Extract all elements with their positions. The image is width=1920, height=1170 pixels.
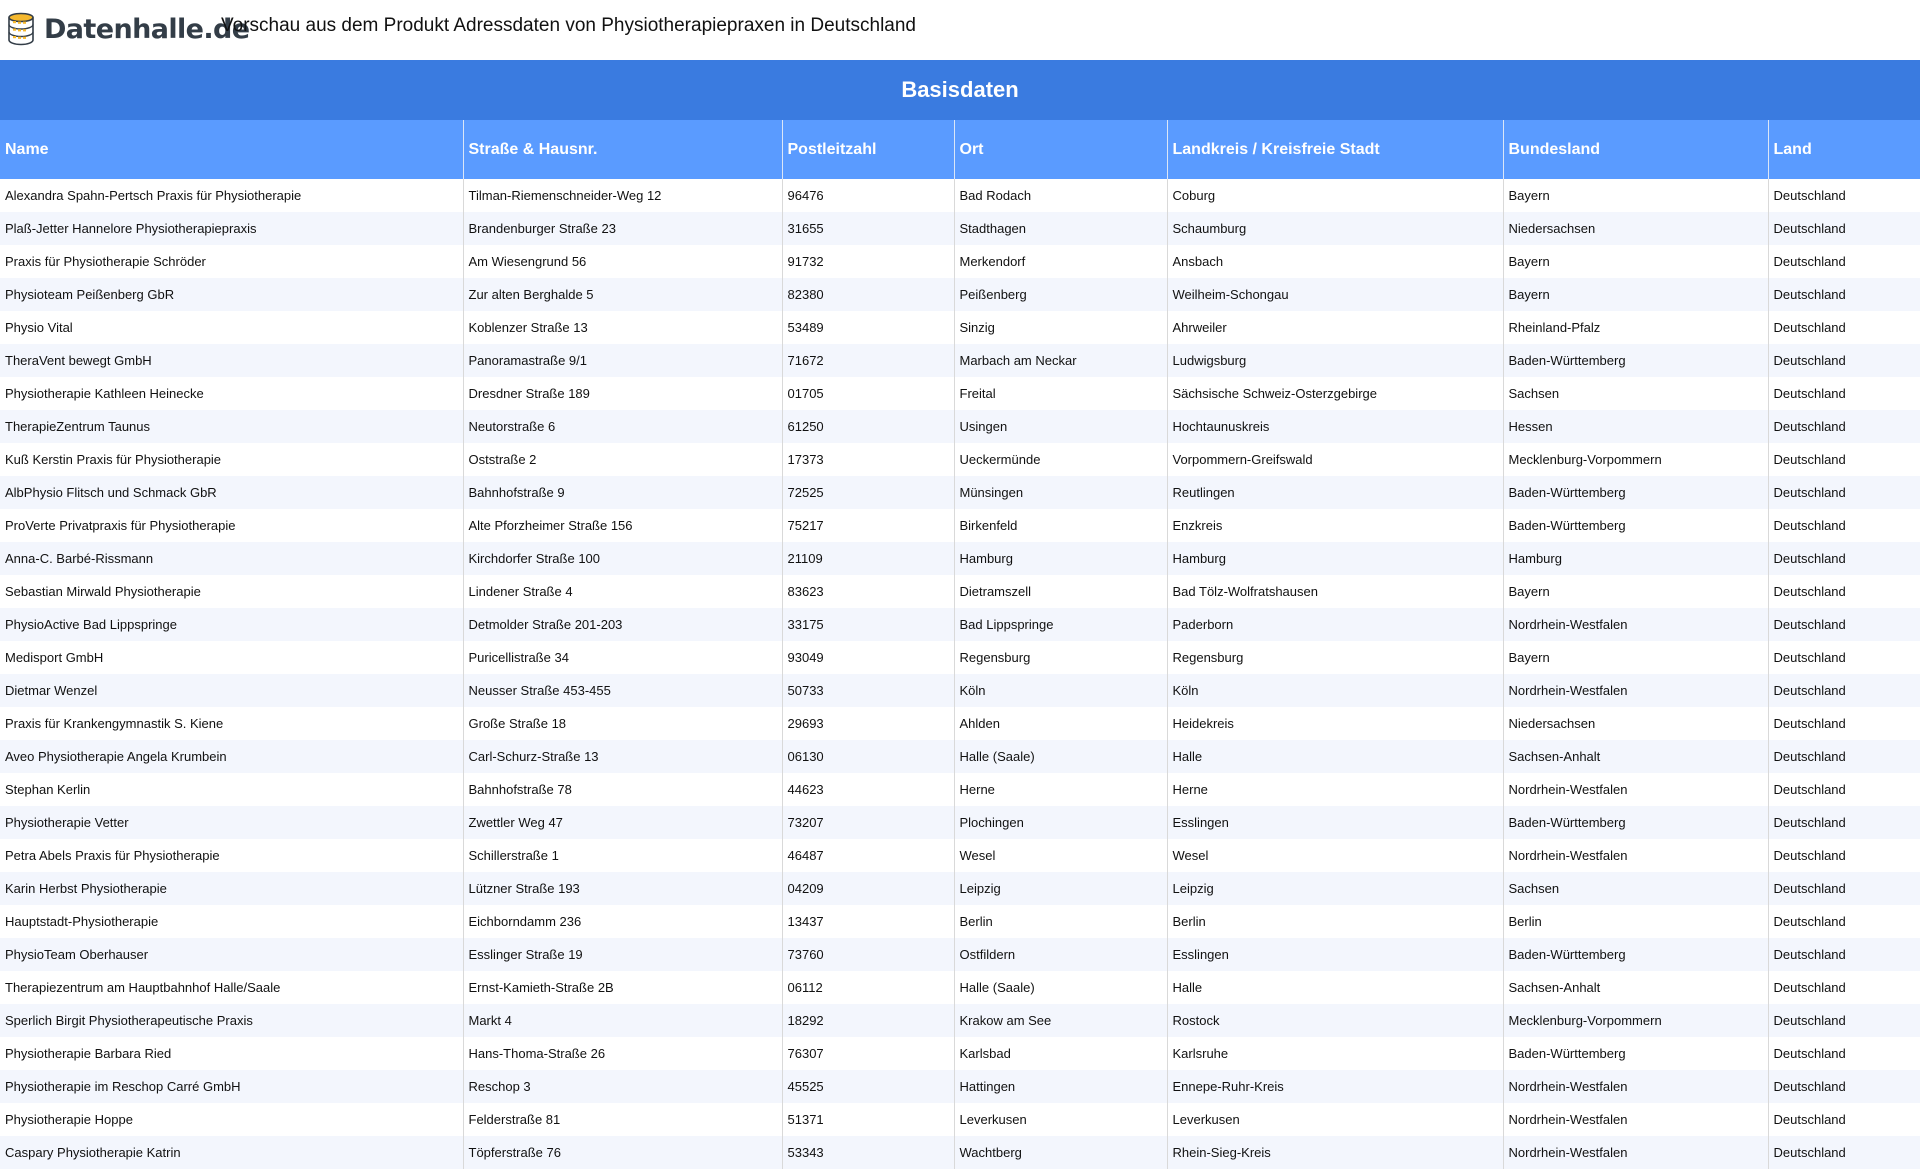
cell-country: Deutschland [1768,410,1920,443]
cell-state: Hessen [1503,410,1768,443]
column-header-country[interactable]: Land [1768,120,1920,179]
cell-state: Baden-Württemberg [1503,344,1768,377]
cell-postal-code: 33175 [782,608,954,641]
cell-state: Mecklenburg-Vorpommern [1503,443,1768,476]
cell-country: Deutschland [1768,377,1920,410]
cell-postal-code: 83623 [782,575,954,608]
cell-city: Leipzig [954,872,1167,905]
cell-name: AlbPhysio Flitsch und Schmack GbR [0,476,463,509]
cell-country: Deutschland [1768,872,1920,905]
cell-city: Ueckermünde [954,443,1167,476]
table-row [0,410,1920,443]
cell-district: Reutlingen [1167,476,1503,509]
cell-postal-code: 53343 [782,1136,954,1169]
cell-district: Vorpommern-Greifswald [1167,443,1503,476]
cell-street: Esslinger Straße 19 [463,938,782,971]
page-title: Vorschau aus dem Produkt Adressdaten von Physiotherapiepraxen in Deutschland [221,15,916,36]
cell-name: Medisport GmbH [0,641,463,674]
cell-street: Bahnhofstraße 78 [463,773,782,806]
cell-street: Große Straße 18 [463,707,782,740]
cell-state: Sachsen [1503,377,1768,410]
database-icon [4,11,40,47]
cell-street: Markt 4 [463,1004,782,1037]
cell-name: Alexandra Spahn-Pertsch Praxis für Physiotherapie [0,179,463,212]
cell-city: Leverkusen [954,1103,1167,1136]
table-row [0,1070,1920,1103]
cell-street: Oststraße 2 [463,443,782,476]
cell-state: Nordrhein-Westfalen [1503,1136,1768,1169]
cell-postal-code: 06130 [782,740,954,773]
cell-postal-code: 73760 [782,938,954,971]
cell-postal-code: 93049 [782,641,954,674]
cell-state: Niedersachsen [1503,212,1768,245]
cell-name: Physiotherapie Hoppe [0,1103,463,1136]
cell-state: Bayern [1503,641,1768,674]
cell-postal-code: 51371 [782,1103,954,1136]
cell-state: Bayern [1503,278,1768,311]
cell-city: Dietramszell [954,575,1167,608]
column-header-name[interactable]: Name [0,120,463,179]
table-row [0,971,1920,1004]
cell-country: Deutschland [1768,245,1920,278]
cell-country: Deutschland [1768,740,1920,773]
cell-country: Deutschland [1768,1103,1920,1136]
cell-state: Nordrhein-Westfalen [1503,1103,1768,1136]
cell-city: Hattingen [954,1070,1167,1103]
cell-state: Nordrhein-Westfalen [1503,773,1768,806]
cell-district: Schaumburg [1167,212,1503,245]
column-header-district[interactable]: Landkreis / Kreisfreie Stadt [1167,120,1503,179]
cell-country: Deutschland [1768,839,1920,872]
table-row [0,938,1920,971]
cell-state: Baden-Württemberg [1503,806,1768,839]
cell-postal-code: 73207 [782,806,954,839]
cell-district: Weilheim-Schongau [1167,278,1503,311]
table-row [0,344,1920,377]
cell-name: Kuß Kerstin Praxis für Physiotherapie [0,443,463,476]
cell-name: Karin Herbst Physiotherapie [0,872,463,905]
logo-text: Datenhalle.de [44,13,250,45]
cell-country: Deutschland [1768,278,1920,311]
cell-postal-code: 04209 [782,872,954,905]
cell-district: Rhein-Sieg-Kreis [1167,1136,1503,1169]
cell-street: Am Wiesengrund 56 [463,245,782,278]
cell-postal-code: 76307 [782,1037,954,1070]
cell-city: Freital [954,377,1167,410]
table-row [0,806,1920,839]
cell-name: Hauptstadt-Physiotherapie [0,905,463,938]
cell-city: Hamburg [954,542,1167,575]
cell-district: Sächsische Schweiz-Osterzgebirge [1167,377,1503,410]
cell-district: Ansbach [1167,245,1503,278]
cell-street: Zwettler Weg 47 [463,806,782,839]
cell-postal-code: 72525 [782,476,954,509]
cell-name: Aveo Physiotherapie Angela Krumbein [0,740,463,773]
cell-country: Deutschland [1768,344,1920,377]
cell-name: Dietmar Wenzel [0,674,463,707]
cell-city: Münsingen [954,476,1167,509]
cell-street: Carl-Schurz-Straße 13 [463,740,782,773]
table-row [0,1004,1920,1037]
cell-city: Wesel [954,839,1167,872]
cell-name: Anna-C. Barbé-Rissmann [0,542,463,575]
cell-district: Ahrweiler [1167,311,1503,344]
table-row [0,179,1920,212]
cell-street: Dresdner Straße 189 [463,377,782,410]
cell-country: Deutschland [1768,509,1920,542]
cell-name: Caspary Physiotherapie Katrin [0,1136,463,1169]
cell-country: Deutschland [1768,674,1920,707]
cell-name: PhysioTeam Oberhauser [0,938,463,971]
cell-state: Nordrhein-Westfalen [1503,674,1768,707]
cell-postal-code: 29693 [782,707,954,740]
cell-city: Halle (Saale) [954,971,1167,1004]
cell-district: Enzkreis [1167,509,1503,542]
cell-street: Lindener Straße 4 [463,575,782,608]
cell-postal-code: 31655 [782,212,954,245]
cell-name: Physiotherapie Vetter [0,806,463,839]
cell-city: Ahlden [954,707,1167,740]
cell-district: Regensburg [1167,641,1503,674]
cell-country: Deutschland [1768,707,1920,740]
cell-city: Plochingen [954,806,1167,839]
cell-street: Neutorstraße 6 [463,410,782,443]
cell-district: Leipzig [1167,872,1503,905]
cell-name: TheraVent bewegt GmbH [0,344,463,377]
table-row [0,872,1920,905]
cell-country: Deutschland [1768,641,1920,674]
column-header-row [0,120,1920,179]
table-row [0,905,1920,938]
cell-street: Ernst-Kamieth-Straße 2B [463,971,782,1004]
cell-country: Deutschland [1768,938,1920,971]
data-table [0,60,1920,1169]
table-row [0,641,1920,674]
cell-district: Coburg [1167,179,1503,212]
column-header-street[interactable]: Straße & Hausnr. [463,120,782,179]
cell-country: Deutschland [1768,1070,1920,1103]
cell-district: Herne [1167,773,1503,806]
cell-district: Bad Tölz-Wolfratshausen [1167,575,1503,608]
cell-postal-code: 61250 [782,410,954,443]
cell-name: Physiotherapie Barbara Ried [0,1037,463,1070]
table-row [0,1037,1920,1070]
cell-city: Usingen [954,410,1167,443]
cell-postal-code: 50733 [782,674,954,707]
table-row [0,674,1920,707]
table-row [0,608,1920,641]
cell-state: Baden-Württemberg [1503,476,1768,509]
cell-country: Deutschland [1768,476,1920,509]
cell-city: Herne [954,773,1167,806]
table-row [0,245,1920,278]
cell-state: Niedersachsen [1503,707,1768,740]
cell-district: Heidekreis [1167,707,1503,740]
cell-city: Regensburg [954,641,1167,674]
cell-street: Zur alten Berghalde 5 [463,278,782,311]
cell-street: Schillerstraße 1 [463,839,782,872]
cell-country: Deutschland [1768,443,1920,476]
table-container [0,60,1920,1169]
cell-city: Ostfildern [954,938,1167,971]
cell-state: Sachsen-Anhalt [1503,971,1768,1004]
cell-street: Reschop 3 [463,1070,782,1103]
cell-state: Baden-Württemberg [1503,938,1768,971]
cell-name: Praxis für Krankengymnastik S. Kiene [0,707,463,740]
table-row [0,1136,1920,1169]
cell-country: Deutschland [1768,1037,1920,1070]
cell-country: Deutschland [1768,608,1920,641]
cell-city: Merkendorf [954,245,1167,278]
cell-postal-code: 91732 [782,245,954,278]
cell-postal-code: 53489 [782,311,954,344]
cell-street: Töpferstraße 76 [463,1136,782,1169]
cell-postal-code: 21109 [782,542,954,575]
cell-city: Bad Lippspringe [954,608,1167,641]
table-row [0,1103,1920,1136]
cell-name: Physioteam Peißenberg GbR [0,278,463,311]
cell-street: Kirchdorfer Straße 100 [463,542,782,575]
cell-country: Deutschland [1768,212,1920,245]
cell-district: Leverkusen [1167,1103,1503,1136]
cell-district: Köln [1167,674,1503,707]
table-row [0,773,1920,806]
table-row [0,311,1920,344]
cell-country: Deutschland [1768,179,1920,212]
cell-street: Alte Pforzheimer Straße 156 [463,509,782,542]
cell-country: Deutschland [1768,971,1920,1004]
cell-street: Puricellistraße 34 [463,641,782,674]
cell-state: Nordrhein-Westfalen [1503,608,1768,641]
cell-district: Halle [1167,971,1503,1004]
cell-postal-code: 45525 [782,1070,954,1103]
cell-state: Baden-Württemberg [1503,509,1768,542]
column-header-city[interactable]: Ort [954,120,1167,179]
table-body [0,179,1920,1169]
cell-street: Lützner Straße 193 [463,872,782,905]
cell-state: Baden-Württemberg [1503,1037,1768,1070]
column-header-postal-code[interactable]: Postleitzahl [782,120,954,179]
cell-city: Krakow am See [954,1004,1167,1037]
cell-city: Köln [954,674,1167,707]
cell-street: Neusser Straße 453-455 [463,674,782,707]
cell-state: Bayern [1503,575,1768,608]
cell-country: Deutschland [1768,1136,1920,1169]
cell-name: Petra Abels Praxis für Physiotherapie [0,839,463,872]
cell-name: Praxis für Physiotherapie Schröder [0,245,463,278]
cell-district: Hochtaunuskreis [1167,410,1503,443]
cell-country: Deutschland [1768,1004,1920,1037]
table-row [0,377,1920,410]
cell-country: Deutschland [1768,806,1920,839]
cell-district: Rostock [1167,1004,1503,1037]
table-row [0,443,1920,476]
cell-state: Nordrhein-Westfalen [1503,839,1768,872]
table-row [0,740,1920,773]
cell-street: Hans-Thoma-Straße 26 [463,1037,782,1070]
cell-state: Berlin [1503,905,1768,938]
cell-country: Deutschland [1768,542,1920,575]
cell-district: Wesel [1167,839,1503,872]
cell-postal-code: 13437 [782,905,954,938]
cell-district: Hamburg [1167,542,1503,575]
cell-country: Deutschland [1768,575,1920,608]
cell-name: Stephan Kerlin [0,773,463,806]
cell-state: Bayern [1503,245,1768,278]
cell-city: Sinzig [954,311,1167,344]
cell-city: Birkenfeld [954,509,1167,542]
cell-street: Tilman-Riemenschneider-Weg 12 [463,179,782,212]
cell-district: Karlsruhe [1167,1037,1503,1070]
cell-name: PhysioActive Bad Lippspringe [0,608,463,641]
cell-name: Sebastian Mirwald Physiotherapie [0,575,463,608]
cell-country: Deutschland [1768,773,1920,806]
table-row [0,509,1920,542]
cell-state: Mecklenburg-Vorpommern [1503,1004,1768,1037]
cell-state: Sachsen [1503,872,1768,905]
cell-name: TherapieZentrum Taunus [0,410,463,443]
cell-street: Brandenburger Straße 23 [463,212,782,245]
table-row [0,278,1920,311]
table-row [0,212,1920,245]
cell-postal-code: 96476 [782,179,954,212]
cell-state: Sachsen-Anhalt [1503,740,1768,773]
table-row [0,476,1920,509]
cell-city: Bad Rodach [954,179,1167,212]
cell-postal-code: 44623 [782,773,954,806]
top-bar [0,0,1920,60]
cell-postal-code: 06112 [782,971,954,1004]
cell-name: Plaß-Jetter Hannelore Physiotherapiepraxis [0,212,463,245]
cell-country: Deutschland [1768,311,1920,344]
cell-city: Marbach am Neckar [954,344,1167,377]
cell-street: Eichborndamm 236 [463,905,782,938]
cell-city: Peißenberg [954,278,1167,311]
section-header-row [0,60,1920,120]
section-title: Basisdaten [0,60,1920,120]
cell-state: Hamburg [1503,542,1768,575]
cell-city: Halle (Saale) [954,740,1167,773]
cell-name: Sperlich Birgit Physiotherapeutische Praxis [0,1004,463,1037]
cell-postal-code: 71672 [782,344,954,377]
cell-street: Koblenzer Straße 13 [463,311,782,344]
table-row [0,542,1920,575]
cell-city: Stadthagen [954,212,1167,245]
cell-street: Felderstraße 81 [463,1103,782,1136]
cell-postal-code: 17373 [782,443,954,476]
cell-country: Deutschland [1768,905,1920,938]
cell-state: Nordrhein-Westfalen [1503,1070,1768,1103]
cell-district: Esslingen [1167,938,1503,971]
cell-name: Physiotherapie im Reschop Carré GmbH [0,1070,463,1103]
cell-postal-code: 82380 [782,278,954,311]
cell-name: Therapiezentrum am Hauptbahnhof Halle/Saale [0,971,463,1004]
cell-state: Bayern [1503,179,1768,212]
cell-district: Halle [1167,740,1503,773]
cell-city: Karlsbad [954,1037,1167,1070]
cell-postal-code: 75217 [782,509,954,542]
logo-link[interactable] [4,9,249,49]
cell-street: Detmolder Straße 201-203 [463,608,782,641]
cell-state: Rheinland-Pfalz [1503,311,1768,344]
cell-name: Physio Vital [0,311,463,344]
cell-city: Wachtberg [954,1136,1167,1169]
cell-city: Berlin [954,905,1167,938]
table-row [0,839,1920,872]
table-row [0,575,1920,608]
cell-district: Paderborn [1167,608,1503,641]
cell-postal-code: 01705 [782,377,954,410]
cell-name: Physiotherapie Kathleen Heinecke [0,377,463,410]
cell-street: Panoramastraße 9/1 [463,344,782,377]
cell-street: Bahnhofstraße 9 [463,476,782,509]
column-header-state[interactable]: Bundesland [1503,120,1768,179]
cell-postal-code: 18292 [782,1004,954,1037]
cell-name: ProVerte Privatpraxis für Physiotherapie [0,509,463,542]
cell-district: Ludwigsburg [1167,344,1503,377]
cell-district: Berlin [1167,905,1503,938]
cell-district: Esslingen [1167,806,1503,839]
cell-district: Ennepe-Ruhr-Kreis [1167,1070,1503,1103]
cell-postal-code: 46487 [782,839,954,872]
table-row [0,707,1920,740]
